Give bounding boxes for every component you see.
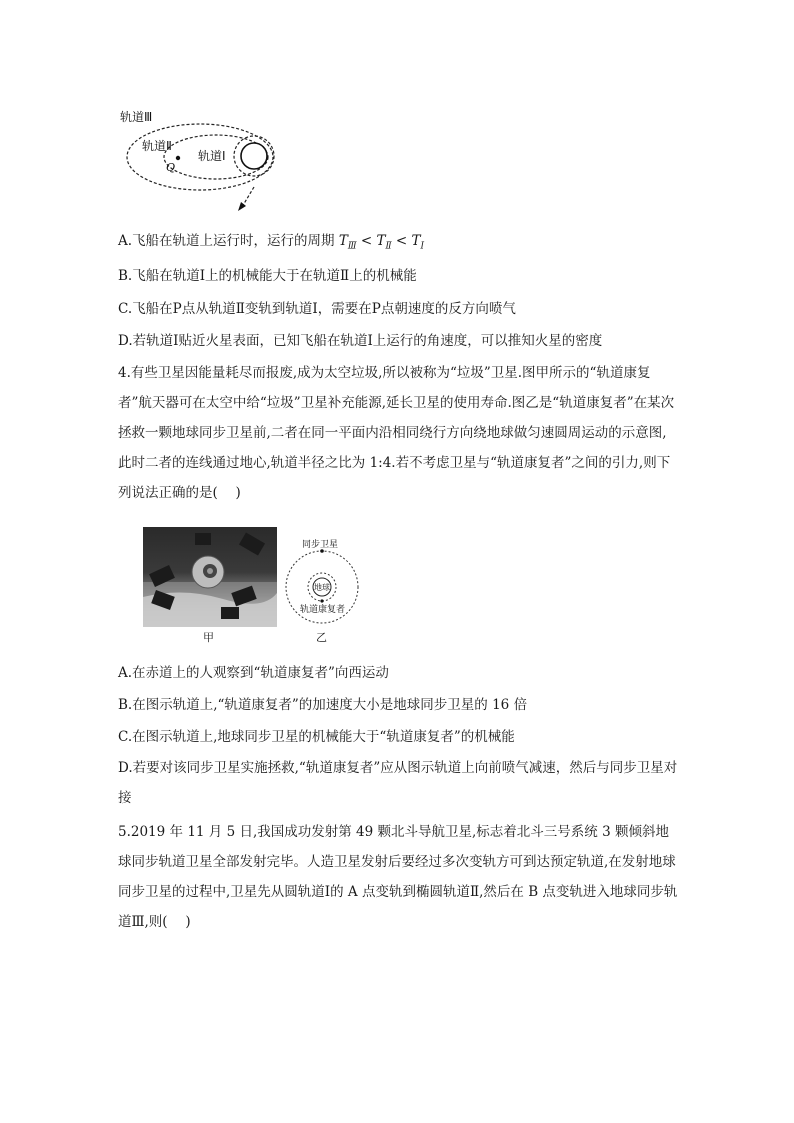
period-t1: $T_Ⅰ$ — [411, 233, 425, 252]
orbit-3-label: 轨道Ⅲ — [120, 110, 153, 124]
point-q-dot — [176, 156, 180, 160]
period-t2: $T_Ⅱ$ — [376, 233, 392, 252]
sync-satellite-label: 同步卫星 — [302, 540, 339, 550]
orbit-1-label: 轨道Ⅰ — [198, 149, 226, 163]
q3-option-b: B.飞船在轨道Ⅰ上的机械能大于在轨道Ⅱ上的机械能 — [118, 268, 417, 284]
solar-panel-6 — [195, 533, 211, 545]
rescuer-dot — [320, 599, 323, 602]
spacecraft-svg — [143, 527, 277, 627]
arrow-head — [238, 202, 246, 211]
rescue-orbit-svg — [284, 532, 360, 632]
q3-option-a-text: A.飞船在轨道上运行时，运行的周期 — [118, 233, 335, 249]
caption-yi: 乙 — [316, 631, 327, 644]
q4-option-d: D.若要对该同步卫星实施拯救,“轨道康复者”应从图示轨道上向前喷气减速，然后与同步卫星对接 — [118, 760, 678, 806]
planet — [241, 143, 267, 169]
q4-option-b: B.在图示轨道上,“轨道康复者”的加速度大小是地球同步卫星的 16 倍 — [118, 697, 528, 713]
q5-stem: 5.2019 年 11 月 5 日,我国成功发射第 49 颗北斗导航卫星,标志着北斗三号系统 3 颗倾斜地球同步轨道卫星全部发射完毕。人造卫星发射后要经过多次变轨方可到达预定轨道,在发射地球同步卫星的过程中,卫星先从圆轨道Ⅰ的 A 点变轨到椭圆轨道Ⅱ,然后在 B 点变轨进入地球同步轨道Ⅲ,则( ) — [118, 824, 678, 930]
rescuer-label: 轨道康复者 — [300, 605, 346, 615]
orbit-2-label: 轨道Ⅱ — [142, 139, 172, 153]
q4-stem: 4.有些卫星因能量耗尽而报废,成为太空垃圾,所以被称为“垃圾”卫星.图甲所示的“轨道康复者”航天器可在太空中给“垃圾”卫星补充能源,延长卫星的使用寿命.图乙是“轨道康复者”在某次拯救一颗地球同步卫星前,二者在同一平面内沿相同绕行方向绕地球做匀速圆周运动的示意图,此时二者的连线通过地心,轨道半径之比为 1:4.若不考虑卫星与“轨道康复者”之间的引力,则下列说法正确的是( ) — [118, 365, 675, 501]
q3-option-d: D.若轨道Ⅰ贴近火星表面，已知飞船在轨道Ⅰ上运行的角速度，可以推知火星的密度 — [118, 333, 603, 349]
spacecraft-photo — [143, 527, 277, 627]
q4-option-a: A.在赤道上的人观察到“轨道康复者”向西运动 — [118, 665, 389, 681]
q3-option-a — [118, 233, 424, 255]
solar-panel-3 — [239, 532, 265, 555]
caption-jia: 甲 — [203, 631, 214, 644]
period-t3: $T_Ⅲ$ — [338, 233, 357, 252]
rescue-orbit-diagram — [284, 532, 360, 632]
less-than-1: < — [360, 233, 373, 249]
point-q-label: Q — [166, 161, 176, 174]
arrow-line — [242, 187, 254, 207]
solar-panel-5 — [221, 607, 239, 619]
q4-option-c: C.在图示轨道上,地球同步卫星的机械能大于“轨道康复者”的机械能 — [118, 729, 515, 745]
earth-label: 地球 — [314, 583, 330, 592]
orbit-diagram-svg — [118, 105, 288, 217]
less-than-2: < — [395, 233, 408, 249]
q3-option-c: C.飞船在P点从轨道Ⅱ变轨到轨道Ⅰ，需要在P点朝速度的反方向喷气 — [118, 301, 516, 317]
orbit-diagram — [118, 105, 288, 217]
